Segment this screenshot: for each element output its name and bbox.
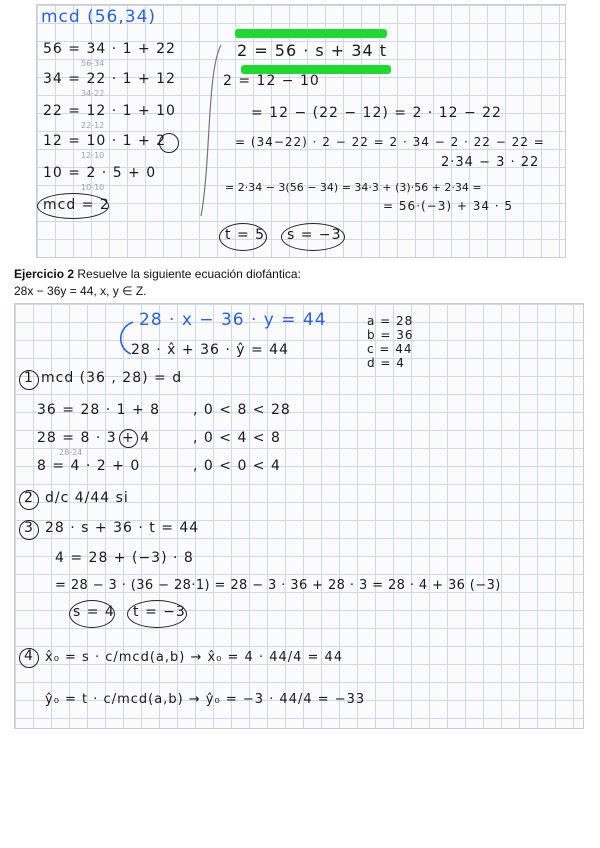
step-1-line-1: 36 = 28 · 1 + 8 bbox=[37, 402, 161, 418]
equation-rewritten: 28 · x̂ + 36 · ŷ = 44 bbox=[131, 342, 289, 358]
mcd-title: mcd (56,34) bbox=[41, 7, 157, 27]
note-1: 56-34 bbox=[81, 59, 105, 68]
t-answer: t = 5 bbox=[225, 227, 266, 243]
note-4: 12-10 bbox=[81, 151, 105, 160]
step-4-line-1: x̂₀ = s · c/mcd(a,b) → x̂₀ = 4 · 44/4 = 44 bbox=[45, 650, 344, 665]
back-sub-5: = 2·34 − 3(56 − 34) = 34·3 + (3)·56 + 2·34 = bbox=[225, 181, 482, 194]
step-3-line-3: = 28 − 3 · (36 − 28·1) = 28 − 3 · 36 + 28 · 3 = 28 · 4 + 36 (−3) bbox=[55, 578, 501, 593]
equation-original: 28 · x − 36 · y = 44 bbox=[139, 310, 327, 330]
exercise-statement bbox=[14, 266, 301, 300]
back-sub-3: = (34−22) · 2 − 22 = 2 · 34 − 2 · 22 − 22 = bbox=[235, 135, 545, 149]
division-line-1: 56 = 34 · 1 + 22 bbox=[43, 41, 176, 57]
step-3-s-answer: s = 4 bbox=[73, 604, 115, 620]
highlight-top bbox=[235, 29, 387, 38]
remainder-circle bbox=[159, 133, 179, 153]
back-sub-4: 2·34 − 3 · 22 bbox=[441, 155, 540, 170]
division-line-4: 12 = 10 · 1 + 2 bbox=[43, 133, 167, 149]
bottom-worksheet-photo bbox=[14, 303, 584, 729]
step-3-line-2: 4 = 28 + (−3) · 8 bbox=[55, 550, 194, 566]
step-1-line-3: 8 = 4 · 2 + 0 bbox=[37, 458, 141, 474]
step-1-cond-1: , 0 < 8 < 28 bbox=[193, 402, 291, 418]
s-answer: s = −3 bbox=[287, 227, 342, 243]
step-4-line-2: ŷ₀ = t · c/mcd(a,b) → ŷ₀ = −3 · 44/4 = −33 bbox=[45, 692, 366, 707]
mcd-result: mcd = 2 bbox=[43, 197, 110, 213]
step-3-number: 3 bbox=[24, 520, 34, 536]
step-3-t-answer: t = −3 bbox=[133, 604, 186, 620]
step-1-note: 28-24 bbox=[59, 448, 83, 457]
step-1-number: 1 bbox=[24, 370, 34, 386]
step-2-text: d/c 4/44 si bbox=[45, 490, 129, 506]
back-sub-6: = 56·(−3) + 34 · 5 bbox=[383, 199, 514, 213]
param-b: b = 36 bbox=[367, 328, 414, 342]
step-1-line-2: 28 = 8 · 3 + 4 bbox=[37, 430, 151, 446]
bezout-equation: 2 = 56 · s + 34 t bbox=[237, 41, 388, 60]
top-worksheet-photo bbox=[36, 4, 566, 258]
step-1-cond-2: , 0 < 4 < 8 bbox=[193, 430, 281, 446]
exercise-heading: Ejercicio 2 bbox=[14, 267, 75, 281]
step-4-number: 4 bbox=[24, 648, 34, 664]
remainder-4-circle bbox=[119, 429, 138, 448]
exercise-equation: 28x − 36y = 44, x, y ∈ Z. bbox=[14, 284, 147, 298]
step-1-title: mcd (36 , 28) = d bbox=[41, 370, 183, 386]
exercise-instruction: Resuelve la siguiente ecuación diofántica: bbox=[77, 267, 301, 281]
division-line-2: 34 = 22 · 1 + 12 bbox=[43, 71, 176, 87]
step-2-number: 2 bbox=[24, 490, 34, 506]
param-d: d = 4 bbox=[367, 356, 405, 370]
back-sub-2: = 12 − (22 − 12) = 2 · 12 − 22 bbox=[251, 105, 502, 121]
param-a: a = 28 bbox=[367, 314, 414, 328]
step-1-cond-3: , 0 < 0 < 4 bbox=[193, 458, 281, 474]
bracket-line bbox=[197, 41, 227, 221]
note-5: 10-10 bbox=[81, 183, 105, 192]
note-2: 34-22 bbox=[81, 89, 105, 98]
step-3-line-1: 28 · s + 36 · t = 44 bbox=[45, 520, 200, 536]
division-line-5: 10 = 2 · 5 + 0 bbox=[43, 165, 157, 181]
param-c: c = 44 bbox=[367, 342, 413, 356]
division-line-3: 22 = 12 · 1 + 10 bbox=[43, 103, 176, 119]
note-3: 22-12 bbox=[81, 121, 105, 130]
back-sub-1: 2 = 12 − 10 bbox=[223, 73, 320, 89]
